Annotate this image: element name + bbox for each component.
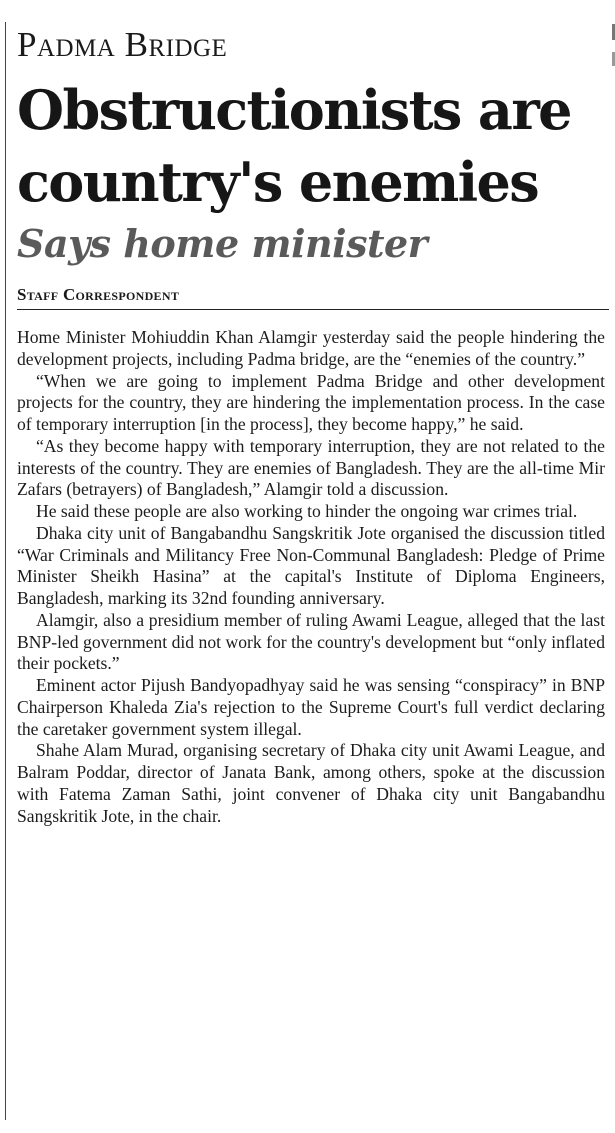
paragraph: He said these people are also working to hinder the ongoing war crimes trial.	[36, 501, 578, 521]
paragraph: Home Minister Mohiuddin Khan Alamgir yesterday said the people hindering the development projects, including Padma bridge, are the “enemies of the country.”	[17, 327, 605, 369]
byline: Staff Correspondent	[17, 285, 180, 304]
paragraph: Alamgir, also a presidium member of ruling Awami League, alleged that the last BNP-led government did not work for the country's development but “only inflated their pockets.”	[17, 609, 605, 674]
byline-divider	[17, 309, 609, 310]
paragraph: Dhaka city unit of Bangabandhu Sangskritik Jote organised the discussion titled “War Criminals and Militancy Free Non-Communal Bangladesh: Pledge of Prime Minister Sheikh Hasina” at the capital's Institute of Diploma Engineers, Bangladesh, marking its 32nd founding anniversary.	[17, 522, 605, 608]
subheadline: Says home minister	[17, 221, 428, 266]
headline-line: Obstructionists are	[17, 78, 571, 142]
headline-line: country's enemies	[17, 150, 539, 214]
column-rule	[5, 22, 6, 1120]
paragraph: “As they become happy with temporary interruption, they are not related to the interests of the country. They are enemies of Bangladesh. They are the all-time Mir Zafars (betrayers) of Bangladesh,” Alamgir told a discussion.	[17, 435, 605, 500]
kicker: Padma Bridge	[17, 25, 228, 64]
paragraph: Eminent actor Pijush Bandyopadhyay said he was sensing “conspiracy” in BNP Chairperson Khaleda Zia's rejection to the Supreme Court's full verdict declaring the caretaker government system illegal.	[17, 675, 605, 739]
article-body	[17, 327, 605, 827]
paragraph: Shahe Alam Murad, organising secretary of Dhaka city unit Awami League, and Balram Poddar, director of Janata Bank, among others, spoke at the discussion with Fatema Zaman Sathi, joint convener of Dhaka city unit Bangabandhu Sangskritik Jote, in the chair.	[17, 740, 605, 826]
paragraph: “When we are going to implement Padma Bridge and other development projects for the country, they are hindering the implementation process. In the case of temporary interruption [in the process], they become happy,” he said.	[17, 370, 605, 434]
headline	[17, 74, 609, 218]
